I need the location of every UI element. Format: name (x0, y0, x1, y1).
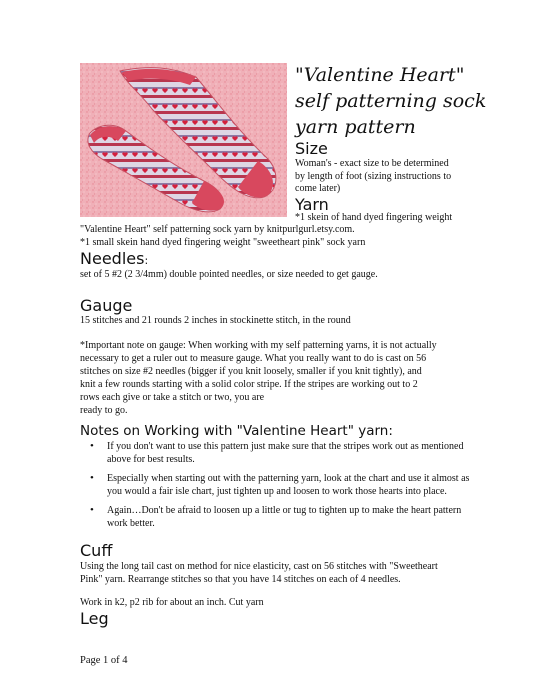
yarn-line-2: "Valentine Heart" self patterning sock yarn by knitpurlgurl.etsy.com. (80, 224, 355, 235)
gauge-note-line: *Important note on gauge: When working with my self patterning yarns, it is not actually (80, 340, 437, 351)
needles-heading-text: Needles (80, 249, 145, 268)
pattern-title-line-3: yarn pattern (295, 116, 416, 138)
cuff-line: Using the long tail cast on method for nice elasticity, cast on 56 stitches with "Sweetheart (80, 561, 438, 572)
needles-text: set of 5 #2 (2 3/4mm) double pointed needles, or size needed to get gauge. (80, 269, 378, 280)
yarn-line-3: *1 small skein hand dyed fingering weight "sweetheart pink" sock yarn (80, 237, 366, 248)
gauge-note-line: rows each give or take a stitch or two, you are (80, 392, 265, 403)
leg-heading: Leg (80, 609, 109, 628)
needles-heading-suffix: : (144, 254, 149, 267)
notes-list (80, 440, 480, 536)
sock-photo (80, 63, 287, 217)
cuff-text (80, 560, 472, 586)
list-item: • If you don't want to use this pattern just make sure that the stripes work out as mentioned above for best results. (80, 440, 480, 466)
yarn-heading: Yarn (295, 195, 329, 214)
pattern-title-line-2: self patterning sock (295, 90, 487, 112)
cuff-line: Pink" yarn. Rearrange stitches so that you have 14 stitches on each of 4 needles. (80, 574, 401, 585)
gauge-heading: Gauge (80, 296, 133, 315)
needles-heading (80, 249, 148, 268)
gauge-note (80, 339, 472, 417)
gauge-note-line: stitches on size #2 needles (bigger if you knit loosely, smaller if you knit tightly), and (80, 366, 422, 377)
gauge-note-line: necessary to get a ruler out to measure gauge. What you really want to do is cast on 56 (80, 353, 427, 364)
gauge-text: 15 stitches and 21 rounds 2 inches in stockinette stitch, in the round (80, 315, 351, 326)
pattern-title-line-1: "Valentine Heart" (295, 64, 465, 86)
size-line: come later) (295, 183, 341, 194)
yarn-line-1: *1 skein of hand dyed fingering weight (295, 212, 453, 223)
size-text (295, 158, 451, 196)
list-item: • Again…Don't be afraid to loosen up a little or tug to tighten up to make the heart pattern work better. (80, 504, 480, 530)
size-line: Woman's - exact size to be determined (295, 158, 449, 169)
gauge-note-line: knit a few rounds starting with a solid color stripe. If the stripes are working out to 2 (80, 379, 418, 390)
notes-heading: Notes on Working with "Valentine Heart" yarn: (80, 423, 393, 439)
size-heading: Size (295, 139, 328, 158)
list-item: • Especially when starting out with the patterning yarn, look at the chart and use it almost as you would a fair isle chart, just tighten up and loosen to work those hearts into place. (80, 472, 480, 498)
cuff-text-2: Work in k2, p2 rib for about an inch. Cut yarn (80, 597, 264, 608)
gauge-note-line: ready to go. (80, 405, 128, 416)
size-line: by length of foot (sizing instructions to (295, 170, 452, 182)
page-number: Page 1 of 4 (80, 655, 128, 666)
cuff-heading: Cuff (80, 541, 113, 560)
